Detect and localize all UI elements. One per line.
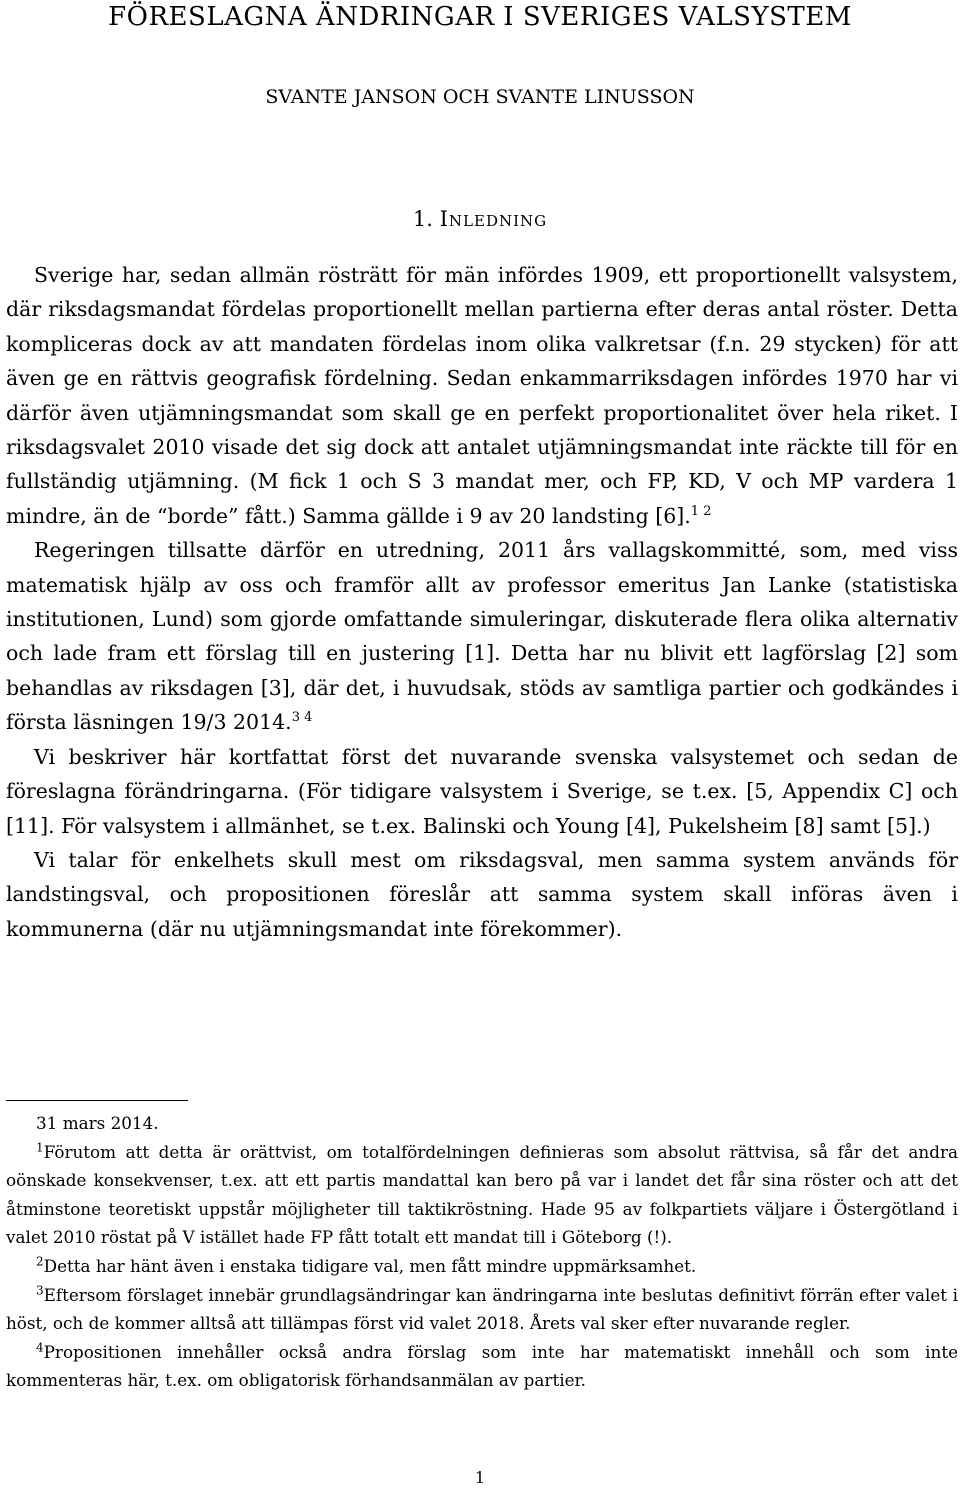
page-number: 1 xyxy=(474,1468,486,1487)
paper-authors: SVANTE JANSON OCH SVANTE LINUSSON xyxy=(265,86,695,108)
section-number: 1. xyxy=(412,207,433,231)
footnote-marks: 3 4 xyxy=(291,710,313,726)
footnote-mark: 1 xyxy=(36,1140,44,1154)
footnote xyxy=(6,1338,958,1395)
footnote-text: Eftersom förslaget innebär grundlagsändringar kan ändringarna inte beslutas definitivt förrän efter valet i höst, och de kommer alltså att tillämpas först vid valet 2018. Årets val sker efter nuvarande regler. xyxy=(6,1284,958,1334)
paragraph xyxy=(6,533,958,739)
paragraph-text: Sverige har, sedan allmän rösträtt för män infördes 1909, ett proportionellt valsystem, där riksdagsmandat fördelas proportionellt mellan partierna efter deras antal röster. Detta kompliceras dock av att mandaten fördelas inom olika valkretsar (f.n. 29 stycken) för att även ge en rättvis geografisk fördelning. Sedan enkammarriksdagen infördes 1970 har vi därför även utjämningsmandat som skall ge en perfekt proportionalitet över hela riket. I riksdagsvalet 2010 visade det sig dock att antalet utjämningsmandat inte räckte till för en fullständig utjämning. (M fick 1 och S 3 mandat mer, och FP, KD, V och MP vardera 1 mindre, än de “borde” fått.) Samma gällde i 9 av 20 landsting [6]. xyxy=(6,263,958,528)
body-text xyxy=(6,258,958,946)
footnote-mark: 3 xyxy=(36,1282,44,1297)
footnote xyxy=(6,1138,958,1252)
paragraph xyxy=(6,843,958,946)
paragraph-text: Vi beskriver här kortfattat först det nuvarande svenska valsystemet och sedan de föreslagna förändringarna. (För tidigare valsystem i Sverige, se t.ex. [5, Appendix C] och [11]. För valsystem i allmänhet, se t.ex. Balinski och Young [4], Pukelsheim [8] samt [5].) xyxy=(6,744,958,838)
footnote-mark: 4 xyxy=(36,1340,44,1355)
footnote-marks: 1 2 xyxy=(690,504,712,520)
footnote xyxy=(6,1252,958,1281)
footnote-text: Förutom att detta är orättvist, om totalfördelningen definieras som absolut rättvisa, så får det andra oönskade konsekvenser, t.ex. att ett partis mandattal kan bero på var i landet det får sina röster och att det åtminstone teoretiskt uppstår möjligheter till taktikröstning. Hade 95 av folkpartiets väljare i Östergötland i valet 2010 röstat på V istället hade FP fått totalt ett mandat till i Göteborg (!). xyxy=(6,1141,958,1248)
paragraph xyxy=(6,258,958,533)
section-heading xyxy=(0,207,960,231)
paragraph-text: Regeringen tillsatte därför en utredning, 2011 års vallagskommitté, som, med viss matematisk hjälp av oss och framför allt av professor emeritus Jan Lanke (statistiska institutionen, Lund) som gjorde omfattande simuleringar, diskuterade flera olika alternativ och lade fram ett förslag till en justering [1]. Detta har nu blivit ett lagförslag [2] som behandlas av riksdagen [3], där det, i huvudsak, stöds av samtliga partier och godkändes i första läsningen 19/3 2014. xyxy=(6,538,958,735)
paragraph xyxy=(6,740,958,843)
footnote-text: Detta har hänt även i enstaka tidigare val, men fått mindre uppmärksamhet. xyxy=(43,1255,697,1276)
footnote-text: Propositionen innehåller också andra förslag som inte har matematiskt innehåll och som inte kommenteras här, t.ex. om obligatorisk förhandsanmälan av partier. xyxy=(6,1341,958,1391)
footnote xyxy=(6,1281,958,1338)
footnote-mark: 2 xyxy=(36,1254,44,1269)
paper-title: FÖRESLAGNA ÄNDRINGAR I SVERIGES VALSYSTEM xyxy=(108,2,852,32)
paragraph-text: Vi talar för enkelhets skull mest om riksdagsval, men samma system används för landstingsval, och propositionen föreslår att samma system skall införas även i kommunerna (där nu utjämningsmandat inte förekommer). xyxy=(6,847,958,941)
footnote-date xyxy=(6,1109,958,1138)
section-title: Inledning xyxy=(439,207,548,231)
footnote-rule xyxy=(6,1100,188,1101)
footnote-text: 31 mars 2014. xyxy=(36,1113,159,1133)
footnotes xyxy=(6,1109,958,1395)
